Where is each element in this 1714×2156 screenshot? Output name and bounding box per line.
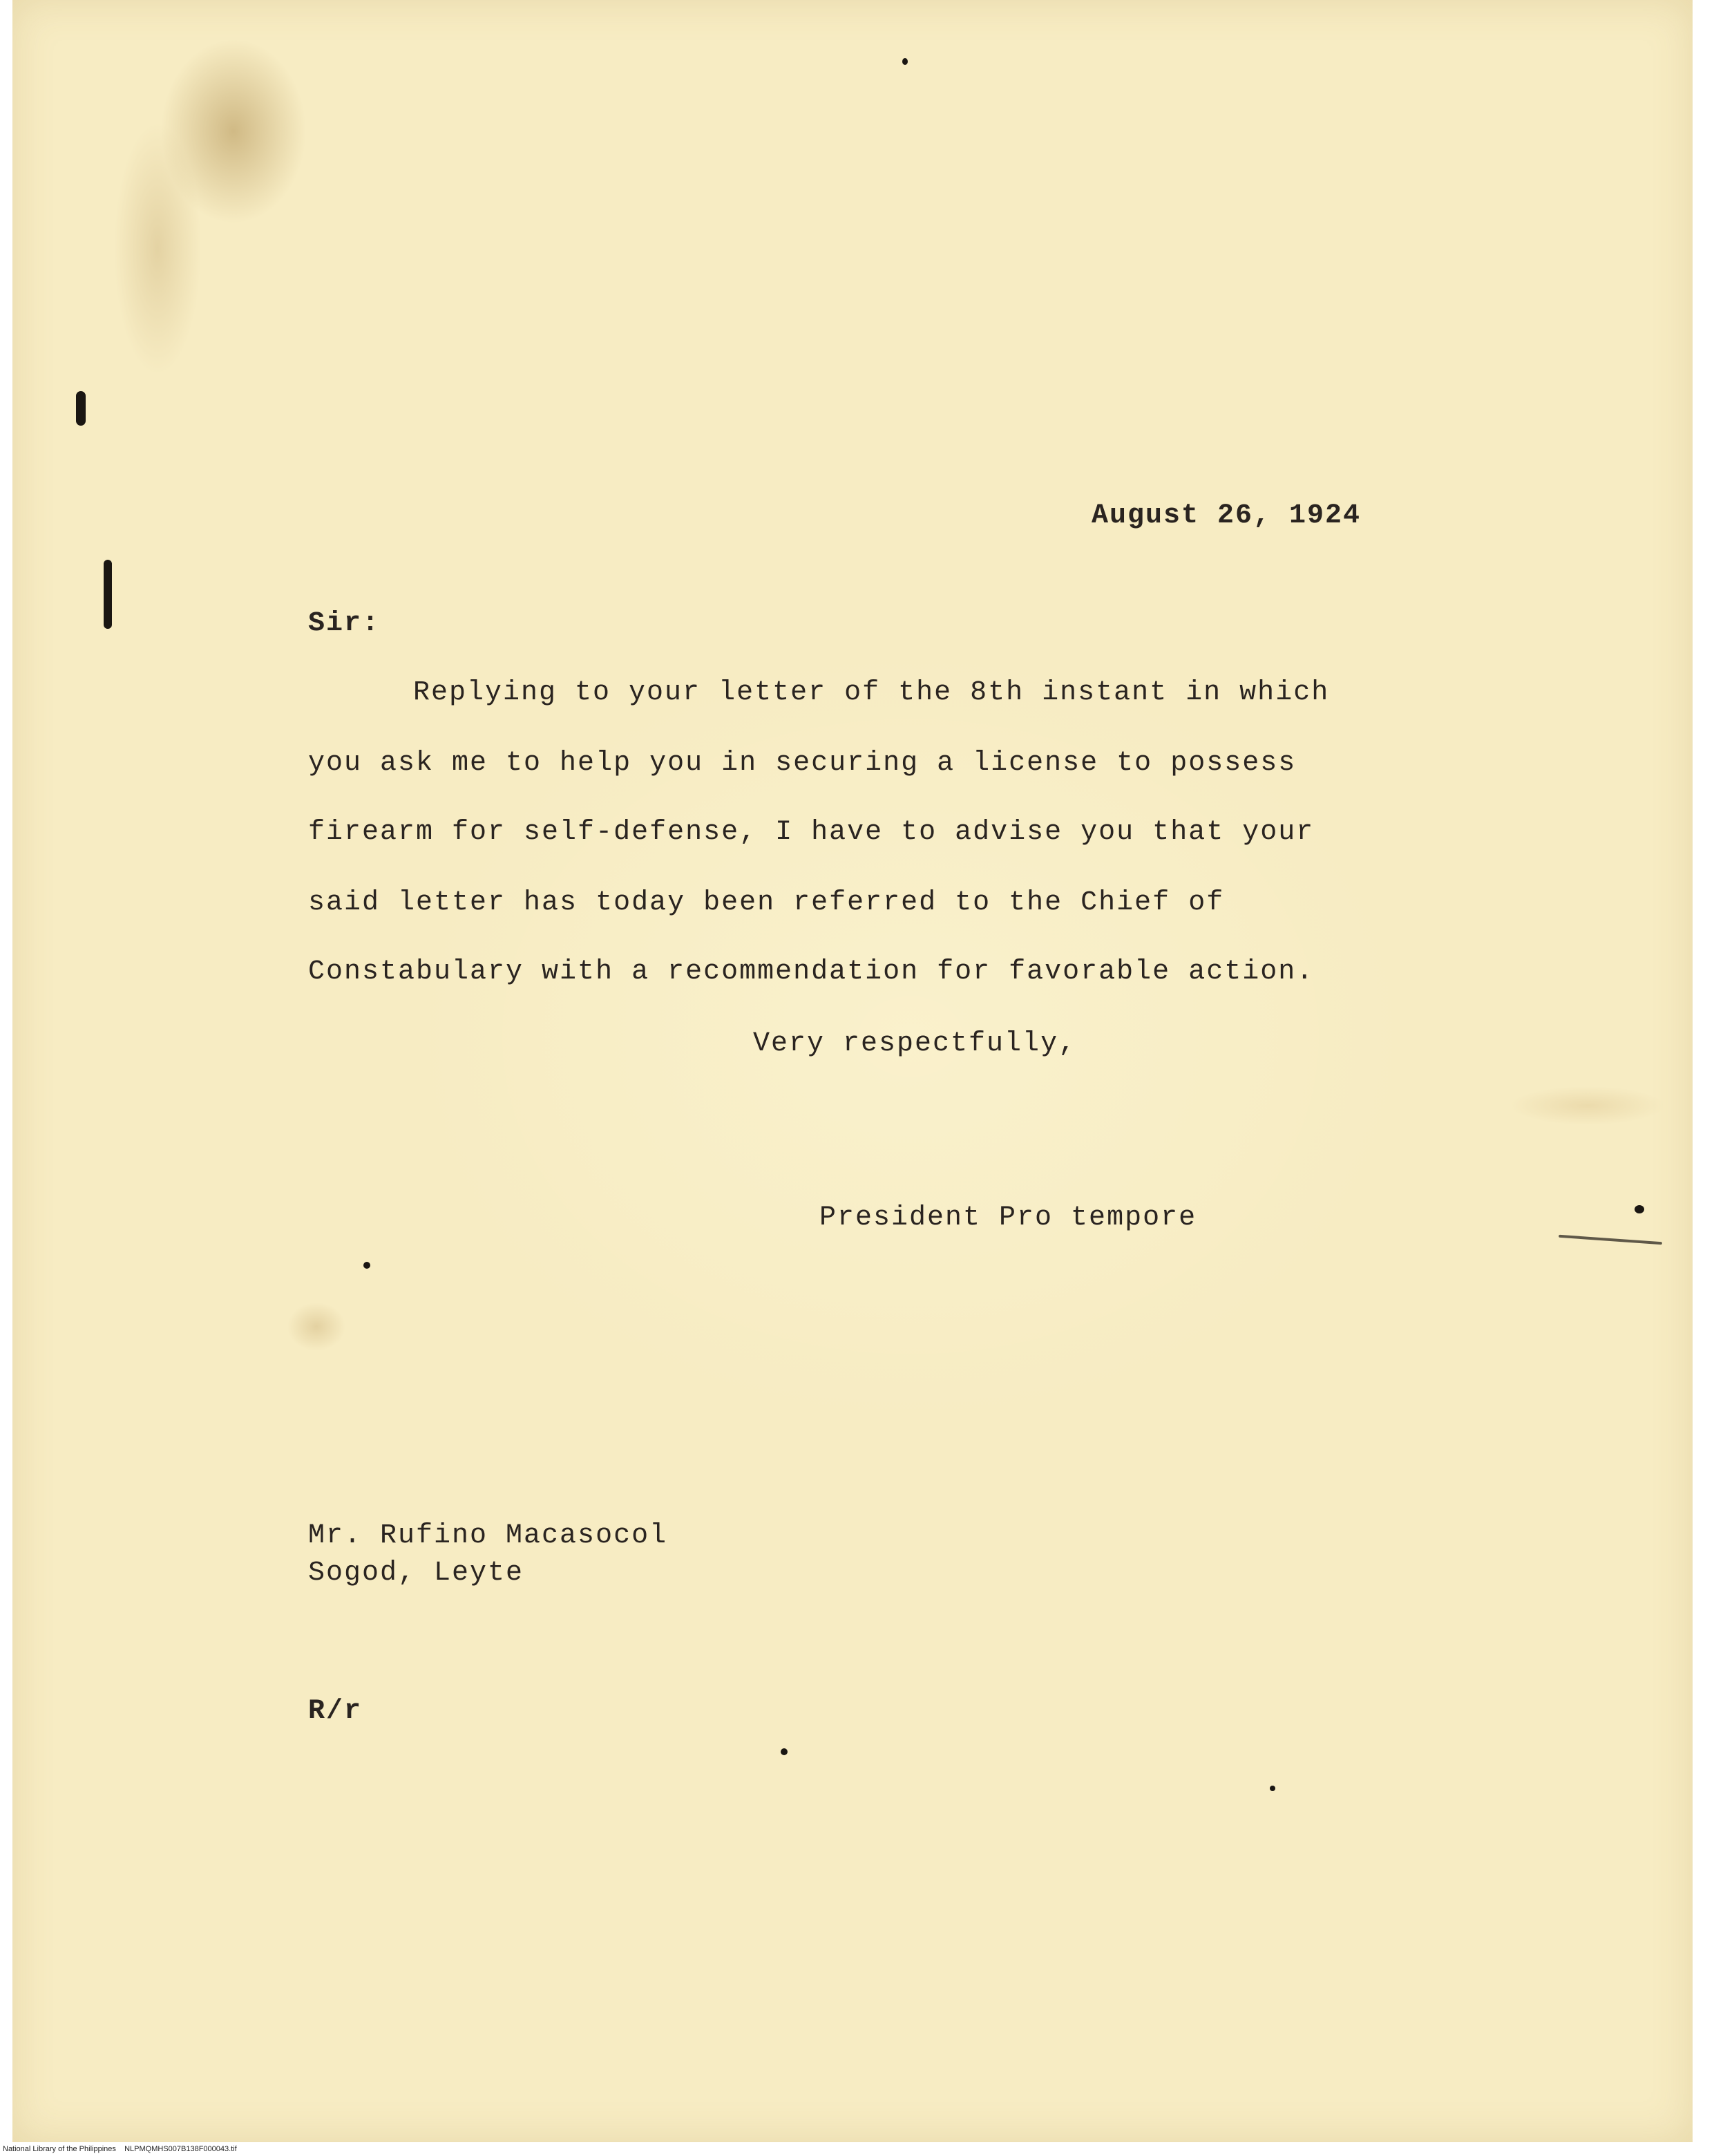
ink-speck: [1270, 1786, 1275, 1791]
body-line: Replying to your letter of the 8th instant in which: [413, 677, 1330, 708]
letter-page: [12, 0, 1693, 2142]
punch-hole-mark: [76, 391, 86, 426]
body-line: you ask me to help you in securing a license to possess: [308, 748, 1297, 779]
punch-hole-mark: [104, 560, 112, 629]
page-edge: [1693, 0, 1714, 2156]
recipient-address: Sogod, Leyte: [308, 1558, 524, 1589]
reference-initials: R/r: [308, 1696, 363, 1727]
signature-title: President Pro tempore: [819, 1202, 1197, 1233]
recipient-name: Mr. Rufino Macasocol: [308, 1520, 668, 1551]
ink-speck: [781, 1748, 788, 1755]
body-line: said letter has today been referred to the Chief of: [308, 887, 1225, 918]
salutation: Sir:: [308, 608, 381, 639]
letter-date: August 26, 1924: [1092, 500, 1362, 531]
ink-speck: [363, 1262, 370, 1269]
archive-footer-text: National Library of the Philippines NLPMQMHS007B138F000043.tif: [3, 2145, 237, 2153]
archive-footer: [0, 2142, 1714, 2156]
body-line: firearm for self-defense, I have to advise you that your: [308, 817, 1315, 848]
ink-speck: [1635, 1205, 1644, 1213]
body-line: Constabulary with a recommendation for favorable action.: [308, 956, 1315, 987]
ink-speck: [902, 58, 908, 65]
closing: Very respectfully,: [753, 1028, 1077, 1059]
